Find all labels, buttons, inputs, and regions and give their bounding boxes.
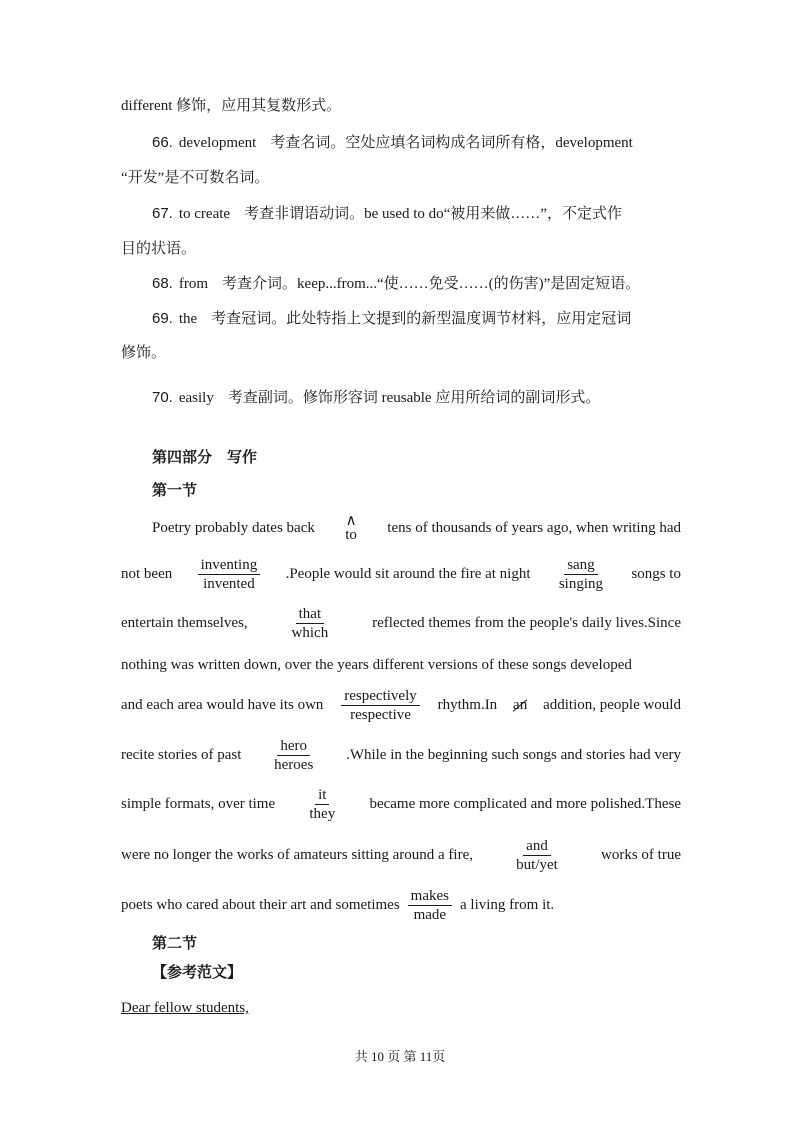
essay-line-4 (121, 645, 681, 685)
answer-68 (152, 274, 712, 294)
original-word: respectively (341, 687, 419, 706)
essay-text: Poetry probably dates back (152, 519, 315, 536)
page-footer: 共 10 页 第 11页 (354, 1049, 446, 1064)
original-word: makes (408, 887, 452, 906)
essay-line-9 (121, 885, 681, 925)
correction-mark (198, 556, 261, 593)
answer-number: 70. (152, 389, 173, 406)
essay-text: entertain themselves, (121, 614, 248, 631)
essay-text: simple formats, over time (121, 795, 276, 812)
answer-explanation: 考查介词。keep...from...“使……免受……(的伤害)”是固定短语。 (222, 276, 641, 292)
insertion-mark (345, 514, 357, 542)
answer-keyword: easily (178, 390, 214, 406)
inserted-word: to (345, 527, 357, 543)
essay-text: addition, people would (543, 696, 681, 713)
deleted-word: an (513, 696, 528, 713)
original-word: hero (277, 737, 310, 756)
corrected-word: singing (558, 575, 604, 592)
answer-explanation: 考查副词。修饰形容词 reusable 应用所给词的副词形式。 (227, 390, 601, 406)
original-word: and (523, 837, 551, 856)
corrected-word: made (413, 906, 447, 923)
essay-text: and each area would have its own (121, 696, 324, 713)
part-four-heading: 第四部分 写作 (152, 450, 258, 466)
essay-line-2 (121, 554, 681, 594)
answer-67 (152, 204, 712, 224)
original-word: sang (564, 556, 598, 575)
answer-number: 69. (152, 310, 173, 327)
corrected-word: which (291, 624, 329, 641)
essay-line-3 (121, 603, 681, 643)
essay-text: poets who cared about their art and sometimes (121, 896, 400, 913)
answer-explanation: 考查冠词。此处特指上文提到的新型温度调节材料，应用定冠词 (211, 311, 632, 327)
essay-text: tens of thousands of years ago, when writing had (387, 519, 681, 536)
essay-text: rhythm.In (437, 696, 498, 713)
essay-text: .People would sit around the fire at night (285, 565, 531, 582)
original-word: inventing (198, 556, 261, 575)
answer-keyword: development (178, 135, 257, 151)
essay-text: a living from it. (460, 896, 555, 913)
answer-70 (152, 388, 712, 408)
caret-icon: ∧ (345, 513, 357, 529)
answer-69-continuation: 修饰。 (121, 345, 167, 361)
answer-number: 67. (152, 205, 173, 222)
correction-mark (408, 887, 452, 924)
corrected-word: heroes (274, 756, 314, 773)
answer-keyword: from (178, 276, 209, 292)
answer-66-continuation: “开发”是不可数名词。 (121, 170, 270, 186)
correction-mark (513, 837, 561, 874)
corrected-word: invented (203, 575, 255, 592)
answer-continuation-line: different 修饰，应用其复数形式。 (121, 98, 342, 114)
essay-text: became more complicated and more polished.These (369, 795, 681, 812)
answer-number: 68. (152, 275, 173, 292)
essay-text: .While in the beginning such songs and stories had very (346, 746, 681, 763)
correction-mark (289, 605, 332, 642)
essay-text: works of true (601, 846, 681, 863)
essay-text: recite stories of past (121, 746, 242, 763)
essay-text: were no longer the works of amateurs sitting around a fire, (121, 846, 473, 863)
essay-text: songs to (631, 565, 681, 582)
answer-66 (152, 133, 712, 153)
essay-text: nothing was written down, over the years different versions of these songs developed (121, 656, 632, 673)
correction-mark (306, 786, 338, 823)
essay-line-1 (152, 508, 681, 548)
essay-line-6 (121, 735, 681, 775)
answer-number: 66. (152, 134, 173, 151)
answer-69 (152, 309, 712, 329)
corrected-word: but/yet (516, 856, 558, 873)
section-two-heading: 第二节 (152, 936, 198, 952)
section-one-heading: 第一节 (152, 483, 198, 499)
answer-explanation: 考查名词。空处应填名词构成名词所有格，development (270, 135, 633, 151)
corrected-word: they (309, 805, 336, 822)
letter-greeting: Dear fellow students, (121, 1000, 249, 1016)
answer-keyword: to create (178, 206, 231, 222)
correction-mark (341, 687, 419, 724)
answer-explanation: 考查非谓语动词。be used to do“被用来做……”，不定式作 (244, 206, 622, 222)
essay-text: reflected themes from the people's daily lives.Since (372, 614, 681, 631)
correction-mark (271, 737, 316, 774)
correction-mark (556, 556, 606, 593)
original-word: that (296, 605, 325, 624)
essay-line-5 (121, 685, 681, 725)
original-word: it (315, 786, 329, 805)
reference-essay-heading: 【参考范文】 (152, 965, 243, 981)
corrected-word: respective (350, 706, 411, 723)
essay-line-8 (121, 835, 681, 875)
essay-line-7 (121, 784, 681, 824)
answer-keyword: the (178, 311, 198, 327)
answer-67-continuation: 目的状语。 (121, 241, 197, 257)
essay-text: not been (121, 565, 173, 582)
